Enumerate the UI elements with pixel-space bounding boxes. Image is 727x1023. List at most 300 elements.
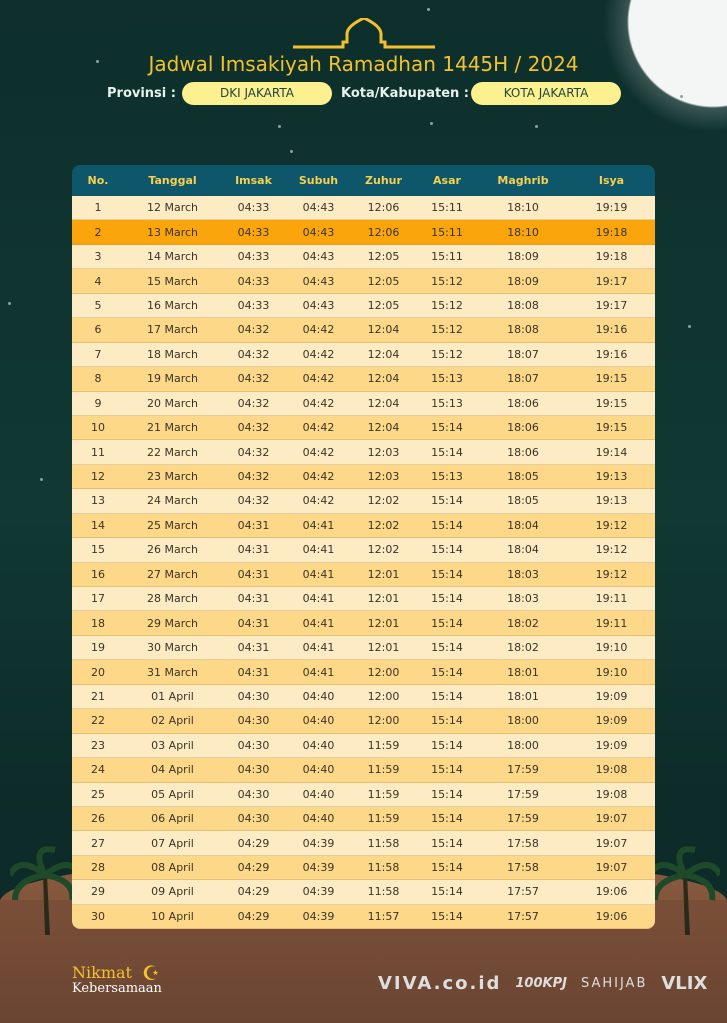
table-cell: 04:33 <box>237 274 270 288</box>
table-cell: 04:39 <box>302 909 335 923</box>
table-cell: 18:04 <box>507 518 539 532</box>
star-decoration <box>680 95 683 98</box>
table-cell: 18 March <box>146 347 199 361</box>
table-cell: 19:15 <box>595 421 628 435</box>
table-row <box>72 709 655 733</box>
table-cell: 07 April <box>151 836 194 850</box>
table-cell: 04:40 <box>302 787 335 801</box>
table-row <box>72 514 655 538</box>
table-cell: 12:06 <box>367 225 400 239</box>
table-row <box>72 367 655 391</box>
table-cell: 2 <box>94 225 102 239</box>
table-row <box>72 856 655 880</box>
table-cell: 18:01 <box>507 665 539 679</box>
table-cell: 04:30 <box>237 738 270 752</box>
table-cell: 24 March <box>146 494 199 508</box>
table-cell: 02 April <box>151 714 194 728</box>
table-cell: 04:31 <box>237 518 270 532</box>
table-cell: 19:18 <box>595 250 628 264</box>
table-cell: 18:06 <box>507 421 539 435</box>
table-cell: 11:58 <box>367 885 400 899</box>
table-cell: 17 <box>91 592 105 606</box>
table-cell: 15:14 <box>431 763 463 777</box>
table-cell: 08 April <box>151 861 194 875</box>
table-cell: 17:57 <box>507 885 539 899</box>
table-cell: 14 March <box>146 250 199 264</box>
table-cell: 04:41 <box>302 616 335 630</box>
table-cell: 12:04 <box>367 396 400 410</box>
table-cell: 27 March <box>146 567 199 581</box>
table-cell: 15:14 <box>431 641 463 655</box>
table-cell: 04:32 <box>237 421 270 435</box>
table-cell: 29 <box>91 885 105 899</box>
table-cell: 04:30 <box>237 714 270 728</box>
table-row <box>72 416 655 440</box>
table-cell: 12:05 <box>367 298 400 312</box>
table-row <box>72 783 655 807</box>
table-cell: 18:00 <box>507 738 539 752</box>
table-cell: 22 March <box>146 445 199 459</box>
table-cell: 19:18 <box>595 225 628 239</box>
table-row <box>72 611 655 635</box>
table-cell: 05 April <box>151 787 194 801</box>
table-cell: 15:14 <box>431 738 463 752</box>
table-row <box>72 636 655 660</box>
table-cell: 30 March <box>146 641 199 655</box>
table-cell: 15:14 <box>431 543 463 557</box>
table-cell: 12:02 <box>367 518 400 532</box>
table-cell: 12:02 <box>367 543 400 557</box>
table-cell: 19:17 <box>595 298 628 312</box>
table-cell: 04:41 <box>302 543 335 557</box>
table-cell: 15:14 <box>431 689 463 703</box>
table-row <box>72 538 655 562</box>
mosque-dome-icon <box>293 18 435 50</box>
table-cell: 18:09 <box>507 274 539 288</box>
table-cell: 12:05 <box>367 274 400 288</box>
table-cell: 11:58 <box>367 861 400 875</box>
table-cell: 19:19 <box>595 201 628 215</box>
column-header: Asar <box>433 174 461 187</box>
table-row <box>72 807 655 831</box>
table-cell: 04:31 <box>237 665 270 679</box>
table-cell: 11:59 <box>367 812 400 826</box>
table-row <box>72 440 655 464</box>
table-cell: 12:02 <box>367 494 400 508</box>
table-cell: 12:01 <box>367 616 400 630</box>
province-select[interactable]: DKI JAKARTA <box>182 82 332 105</box>
table-cell: 04:42 <box>302 372 335 386</box>
table-cell: 19:08 <box>595 787 628 801</box>
table-cell: 12:04 <box>367 421 400 435</box>
table-cell: 19:08 <box>595 763 628 777</box>
table-cell: 19 <box>91 641 105 655</box>
table-cell: 15:12 <box>431 274 463 288</box>
table-cell: 04:40 <box>302 689 335 703</box>
star-decoration <box>278 125 281 128</box>
table-row <box>72 196 655 220</box>
table-cell: 15:14 <box>431 567 463 581</box>
table-cell: 31 March <box>146 665 199 679</box>
table-cell: 04:40 <box>302 714 335 728</box>
brand-line2: Kebersamaan <box>72 981 162 996</box>
table-row <box>72 905 655 929</box>
table-cell: 12:01 <box>367 567 400 581</box>
table-cell: 10 <box>91 421 105 435</box>
table-cell: 04:33 <box>237 225 270 239</box>
table-cell: 12:03 <box>367 445 400 459</box>
table-cell: 19:09 <box>595 738 628 752</box>
table-row <box>72 685 655 709</box>
star-decoration <box>290 150 293 153</box>
table-cell: 6 <box>94 323 102 337</box>
table-cell: 03 April <box>151 738 194 752</box>
schedule-table <box>72 165 655 929</box>
table-row <box>72 587 655 611</box>
table-cell: 15:12 <box>431 323 463 337</box>
table-cell: 12:06 <box>367 201 400 215</box>
kpj-logo: 100KPJ <box>515 976 567 991</box>
table-cell: 18:06 <box>507 396 539 410</box>
table-row <box>72 758 655 782</box>
table-cell: 18:10 <box>507 225 539 239</box>
table-cell: 19:07 <box>595 812 628 826</box>
table-cell: 04:43 <box>302 298 335 312</box>
table-cell: 15:14 <box>431 445 463 459</box>
table-cell: 26 <box>91 812 105 826</box>
table-cell: 19:06 <box>595 885 628 899</box>
table-cell: 7 <box>94 347 102 361</box>
table-row <box>72 831 655 855</box>
table-cell: 04:29 <box>237 885 270 899</box>
table-row <box>72 318 655 342</box>
brand-line1: Nikmat <box>72 963 132 982</box>
column-header: Imsak <box>235 174 272 187</box>
table-cell: 15 March <box>146 274 199 288</box>
table-cell: 04:33 <box>237 298 270 312</box>
table-cell: 20 March <box>146 396 199 410</box>
table-cell: 18:08 <box>507 298 539 312</box>
table-cell: 16 <box>91 567 105 581</box>
table-cell: 8 <box>94 372 102 386</box>
table-cell: 17:57 <box>507 909 539 923</box>
table-cell: 12:04 <box>367 372 400 386</box>
table-cell: 18:02 <box>507 641 539 655</box>
table-cell: 18:04 <box>507 543 539 557</box>
table-cell: 17:59 <box>507 763 539 777</box>
table-cell: 19:12 <box>595 567 628 581</box>
column-header: Subuh <box>298 174 339 187</box>
table-cell: 04:29 <box>237 909 270 923</box>
table-cell: 12:01 <box>367 641 400 655</box>
table-row <box>72 660 655 684</box>
table-cell: 15:14 <box>431 494 463 508</box>
star-decoration <box>535 125 538 128</box>
star-decoration <box>688 325 691 328</box>
table-cell: 15:12 <box>431 298 463 312</box>
table-cell: 26 March <box>146 543 199 557</box>
table-cell: 15:14 <box>431 861 463 875</box>
table-cell: 19:12 <box>595 543 628 557</box>
table-cell: 15 <box>91 543 105 557</box>
table-cell: 19:09 <box>595 714 628 728</box>
table-cell: 19:17 <box>595 274 628 288</box>
table-cell: 15:14 <box>431 665 463 679</box>
table-row <box>72 489 655 513</box>
table-cell: 18:07 <box>507 372 539 386</box>
table-cell: 10 April <box>151 909 194 923</box>
table-row <box>72 220 655 244</box>
table-cell: 04:39 <box>302 885 335 899</box>
table-cell: 19:13 <box>595 470 628 484</box>
table-cell: 15:11 <box>431 201 463 215</box>
table-cell: 19:07 <box>595 836 628 850</box>
table-cell: 28 March <box>146 592 199 606</box>
table-cell: 18:09 <box>507 250 539 264</box>
table-cell: 04:32 <box>237 494 270 508</box>
table-cell: 17:59 <box>507 812 539 826</box>
table-cell: 15:14 <box>431 518 463 532</box>
table-cell: 04:30 <box>237 689 270 703</box>
table-cell: 28 <box>91 861 105 875</box>
table-cell: 04:42 <box>302 494 335 508</box>
table-cell: 04:43 <box>302 250 335 264</box>
table-cell: 19:11 <box>595 592 628 606</box>
table-cell: 04:31 <box>237 567 270 581</box>
table-cell: 04:33 <box>237 250 270 264</box>
table-cell: 04:42 <box>302 323 335 337</box>
table-cell: 15:14 <box>431 885 463 899</box>
table-cell: 19:16 <box>595 347 628 361</box>
table-cell: 18:07 <box>507 347 539 361</box>
table-cell: 1 <box>94 201 102 215</box>
table-cell: 27 <box>91 836 105 850</box>
column-header: No. <box>87 174 109 187</box>
table-cell: 18:03 <box>507 567 539 581</box>
table-cell: 15:14 <box>431 787 463 801</box>
table-cell: 04:32 <box>237 347 270 361</box>
table-cell: 17 March <box>146 323 199 337</box>
table-cell: 19:09 <box>595 689 628 703</box>
table-cell: 11:59 <box>367 763 400 777</box>
table-cell: 04:31 <box>237 641 270 655</box>
table-cell: 04:39 <box>302 836 335 850</box>
table-cell: 15:11 <box>431 250 463 264</box>
table-cell: 04:40 <box>302 763 335 777</box>
viva-logo: VIVA.co.id <box>378 973 502 994</box>
table-row <box>72 392 655 416</box>
table-cell: 18:00 <box>507 714 539 728</box>
star-decoration <box>427 8 430 11</box>
column-header: Maghrib <box>497 174 549 187</box>
table-cell: 04:30 <box>237 763 270 777</box>
table-cell: 04:42 <box>302 421 335 435</box>
table-cell: 18:03 <box>507 592 539 606</box>
table-body <box>72 196 655 929</box>
table-cell: 20 <box>91 665 105 679</box>
partner-logos <box>378 973 707 994</box>
table-cell: 5 <box>94 298 102 312</box>
table-cell: 04 April <box>151 763 194 777</box>
table-cell: 11:59 <box>367 738 400 752</box>
table-cell: 21 March <box>146 421 199 435</box>
table-row <box>72 294 655 318</box>
star-decoration <box>430 122 433 125</box>
table-cell: 12:04 <box>367 323 400 337</box>
table-cell: 04:39 <box>302 861 335 875</box>
palm-tree-icon <box>650 845 720 935</box>
column-header: Isya <box>598 174 625 187</box>
table-cell: 04:43 <box>302 201 335 215</box>
table-cell: 12:03 <box>367 470 400 484</box>
table-header <box>72 165 655 196</box>
table-cell: 04:32 <box>237 396 270 410</box>
table-row <box>72 563 655 587</box>
table-cell: 15:13 <box>431 470 463 484</box>
table-cell: 15:14 <box>431 909 463 923</box>
table-cell: 15:12 <box>431 347 463 361</box>
table-cell: 04:32 <box>237 372 270 386</box>
table-cell: 12:00 <box>367 714 400 728</box>
crescent-star-icon: ☪ <box>142 961 160 985</box>
table-cell: 12 March <box>146 201 199 215</box>
province-label: Provinsi : <box>107 86 176 101</box>
table-cell: 04:42 <box>302 347 335 361</box>
city-select[interactable]: KOTA JAKARTA <box>471 82 621 105</box>
table-cell: 14 <box>91 518 105 532</box>
table-cell: 04:42 <box>302 445 335 459</box>
table-cell: 12:00 <box>367 665 400 679</box>
table-cell: 04:29 <box>237 861 270 875</box>
table-cell: 15:14 <box>431 421 463 435</box>
table-cell: 29 March <box>146 616 199 630</box>
table-cell: 23 March <box>146 470 199 484</box>
table-cell: 19:07 <box>595 861 628 875</box>
table-row <box>72 880 655 904</box>
table-cell: 18:08 <box>507 323 539 337</box>
table-cell: 04:41 <box>302 592 335 606</box>
table-cell: 18:06 <box>507 445 539 459</box>
table-cell: 18:01 <box>507 689 539 703</box>
table-cell: 15:11 <box>431 225 463 239</box>
table-cell: 12 <box>91 470 105 484</box>
table-cell: 04:41 <box>302 641 335 655</box>
table-cell: 04:30 <box>237 812 270 826</box>
table-cell: 11 <box>91 445 105 459</box>
table-cell: 15:14 <box>431 812 463 826</box>
table-cell: 04:30 <box>237 787 270 801</box>
table-row <box>72 734 655 758</box>
city-label: Kota/Kabupaten : <box>341 86 470 101</box>
table-cell: 04:43 <box>302 274 335 288</box>
table-cell: 18:10 <box>507 201 539 215</box>
table-cell: 18 <box>91 616 105 630</box>
table-cell: 19:15 <box>595 396 628 410</box>
table-cell: 19:14 <box>595 445 628 459</box>
page-title: Jadwal Imsakiyah Ramadhan 1445H / 2024 <box>148 52 579 76</box>
table-cell: 13 March <box>146 225 199 239</box>
table-cell: 17:58 <box>507 836 539 850</box>
table-cell: 09 April <box>151 885 194 899</box>
table-cell: 21 <box>91 689 105 703</box>
column-header: Zuhur <box>365 174 402 187</box>
table-cell: 25 March <box>146 518 199 532</box>
sahijab-logo: SAHIJAB <box>580 976 648 991</box>
table-cell: 4 <box>94 274 102 288</box>
nikmat-kebersamaan-logo <box>72 961 162 996</box>
table-cell: 24 <box>91 763 105 777</box>
table-row <box>72 245 655 269</box>
table-cell: 19:16 <box>595 323 628 337</box>
table-cell: 04:29 <box>237 836 270 850</box>
table-cell: 11:57 <box>367 909 400 923</box>
table-cell: 15:14 <box>431 592 463 606</box>
table-cell: 04:32 <box>237 445 270 459</box>
table-cell: 17:59 <box>507 787 539 801</box>
table-cell: 04:40 <box>302 812 335 826</box>
table-cell: 19:10 <box>595 641 628 655</box>
table-cell: 04:33 <box>237 201 270 215</box>
table-cell: 15:13 <box>431 396 463 410</box>
table-cell: 15:13 <box>431 372 463 386</box>
table-cell: 15:14 <box>431 836 463 850</box>
table-cell: 23 <box>91 738 105 752</box>
table-cell: 06 April <box>151 812 194 826</box>
table-cell: 04:31 <box>237 616 270 630</box>
table-cell: 13 <box>91 494 105 508</box>
table-cell: 17:58 <box>507 861 539 875</box>
vlix-logo: VLIX <box>661 973 708 994</box>
table-cell: 19:15 <box>595 372 628 386</box>
table-cell: 04:32 <box>237 323 270 337</box>
table-cell: 04:41 <box>302 665 335 679</box>
table-cell: 12:04 <box>367 347 400 361</box>
table-cell: 12:05 <box>367 250 400 264</box>
table-cell: 04:31 <box>237 592 270 606</box>
table-cell: 04:32 <box>237 470 270 484</box>
table-row <box>72 269 655 293</box>
table-cell: 04:42 <box>302 470 335 484</box>
table-cell: 04:41 <box>302 518 335 532</box>
table-cell: 19:11 <box>595 616 628 630</box>
table-cell: 19 March <box>146 372 199 386</box>
palm-tree-icon <box>10 845 80 935</box>
table-cell: 30 <box>91 909 105 923</box>
table-cell: 11:58 <box>367 836 400 850</box>
table-cell: 18:05 <box>507 470 539 484</box>
table-cell: 19:10 <box>595 665 628 679</box>
table-cell: 15:14 <box>431 714 463 728</box>
table-cell: 25 <box>91 787 105 801</box>
table-cell: 18:02 <box>507 616 539 630</box>
table-cell: 19:12 <box>595 518 628 532</box>
table-cell: 04:40 <box>302 738 335 752</box>
table-cell: 19:13 <box>595 494 628 508</box>
table-cell: 3 <box>94 250 102 264</box>
table-cell: 11:59 <box>367 787 400 801</box>
table-cell: 19:06 <box>595 909 628 923</box>
star-decoration <box>8 302 11 305</box>
table-cell: 04:31 <box>237 543 270 557</box>
table-cell: 12:00 <box>367 689 400 703</box>
table-row <box>72 343 655 367</box>
table-cell: 04:42 <box>302 396 335 410</box>
table-cell: 12:01 <box>367 592 400 606</box>
column-header: Tanggal <box>148 174 197 187</box>
table-cell: 04:43 <box>302 225 335 239</box>
table-cell: 15:14 <box>431 616 463 630</box>
table-cell: 18:05 <box>507 494 539 508</box>
